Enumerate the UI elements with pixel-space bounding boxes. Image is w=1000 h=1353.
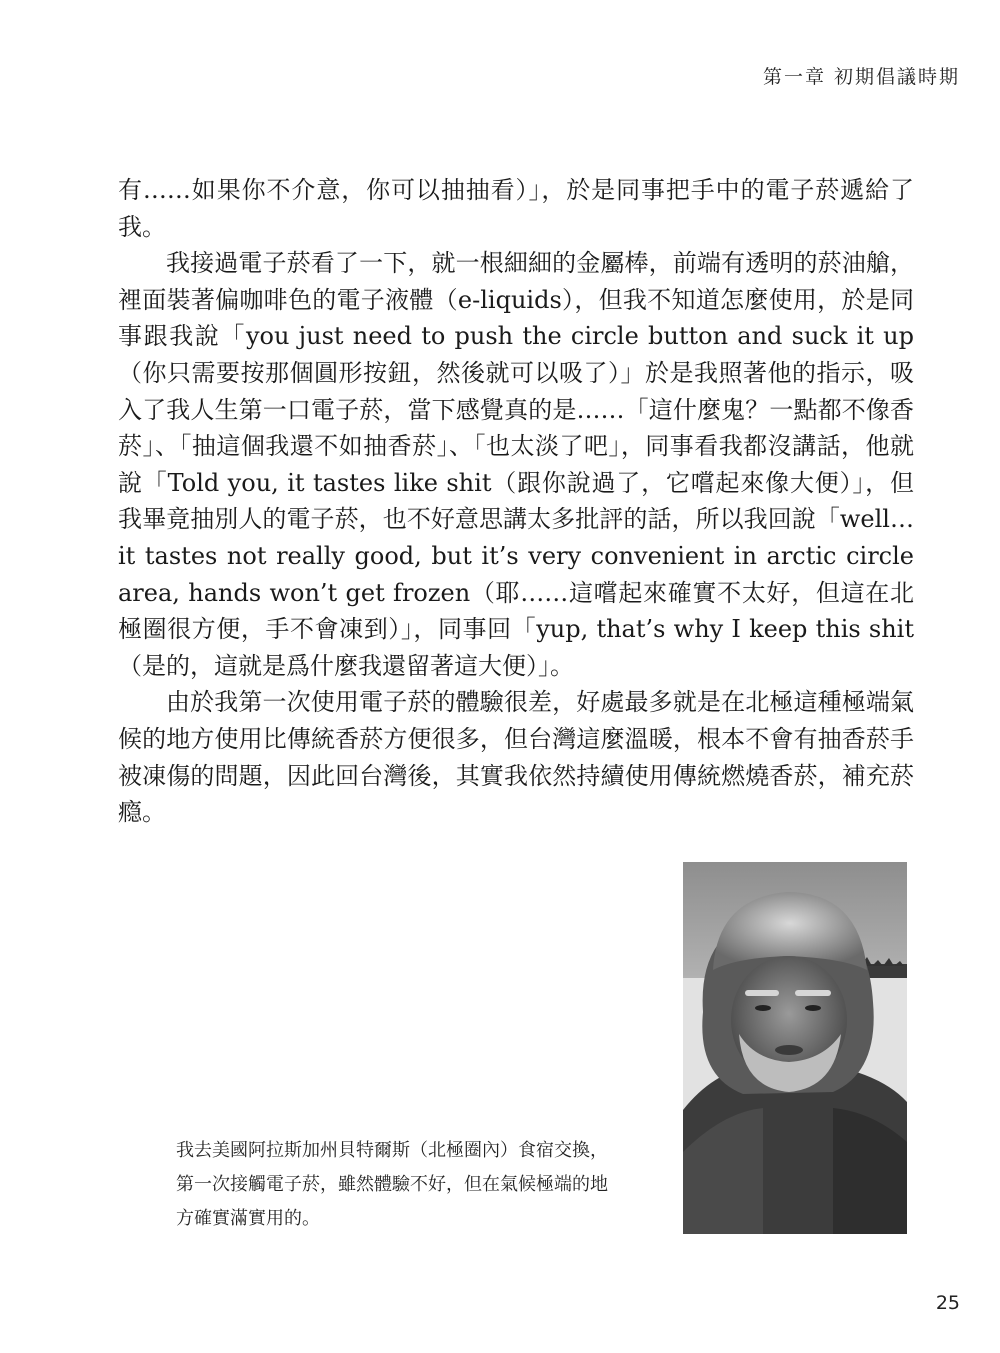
- body-text: [118, 172, 914, 831]
- caption-line: 我去美國阿拉斯加州貝特爾斯（北極圈內）食宿交換，: [176, 1140, 608, 1161]
- figure-caption: [176, 1134, 676, 1236]
- caption-line: 方確實滿實用的。: [176, 1208, 320, 1229]
- running-head: 第一章 初期倡議時期: [762, 66, 960, 88]
- paragraph: 有……如果你不介意，你可以抽抽看）」，於是同事把手中的電子菸遞給了我。: [118, 176, 914, 241]
- paragraph: 我接過電子菸看了一下，就一根細細的金屬棒，前端有透明的菸油艙，裡面裝著偏咖啡色的電子液體（e-liquids），但我不知道怎麼使用，於是同事跟我說「you just need to push the circle button and suck it up（你只需要按那個圓形按鈕，然後就可以吸了）」於是我照著他的指示，吸入了我人生第一口電子菸，當下感覺真的是……「這什麼鬼？一點都不像香菸」、「抽這個我還不如抽香菸」、「也太淡了吧」，同事看我都沒講話，他就說「Told you, it tastes like shit（跟你說過了，它嚐起來像大便）」，但我畢竟抽別人的電子菸，也不好意思講太多批評的話，所以我回說「well…it tastes not really good, but it’s very convenient in arctic circle area, hands won’t get frozen（耶……這嚐起來確實不太好，但這在北極圈很方便，手不會凍到）」，同事回「yup, that’s why I keep this shit（是的，這就是爲什麼我還留著這大便）」。: [118, 249, 914, 680]
- portrait-illustration: [683, 862, 907, 1234]
- page-number: 25: [935, 1292, 960, 1314]
- paragraph: 由於我第一次使用電子菸的體驗很差，好處最多就是在北極這種極端氣候的地方使用比傳統香菸方便很多，但台灣這麼溫暖，根本不會有抽香菸手被凍傷的問題，因此回台灣後，其實我依然持續使用傳統燃燒香菸，補充菸瘾。: [118, 688, 914, 827]
- caption-line: 第一次接觸電子菸，雖然體驗不好，但在氣候極端的地: [176, 1174, 608, 1195]
- portrait-photo: [683, 862, 907, 1234]
